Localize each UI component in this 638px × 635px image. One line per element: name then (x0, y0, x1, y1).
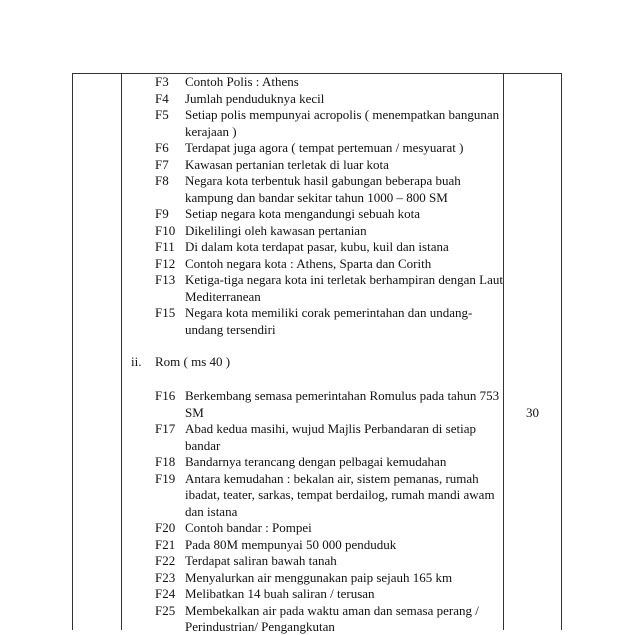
item-code: F13 (155, 272, 176, 287)
item-text: Mediterranean (185, 288, 261, 304)
mark-value: 30 (526, 405, 539, 420)
section-roman-numeral: ii. (131, 354, 142, 369)
item-text: Negara kota memiliki corak pemerintahan dan undang- (185, 305, 473, 320)
item-text: Dikelilingi oleh kawasan pertanian (185, 222, 367, 238)
item-code: F12 (155, 255, 176, 271)
item-text: Menyalurkan air menggunakan paip sejauh 165 km (185, 569, 453, 585)
item-code: F10 (155, 222, 176, 238)
section-title: Rom ( ms 40 ) (155, 354, 231, 369)
item-text: Jumlah penduduknya kecil (185, 90, 325, 106)
table-divider-1 (121, 73, 122, 630)
item-code: F16 (155, 388, 176, 403)
table-border-left (72, 73, 73, 630)
item-code: F6 (155, 140, 169, 155)
item-text: Abad kedua masihi, wujud Majlis Perbandaran di setiap (185, 421, 476, 436)
item-text: Bandarnya terancang dengan pelbagai kemudahan (185, 454, 447, 469)
item-code: F5 (155, 107, 169, 122)
item-code: F23 (155, 569, 176, 585)
item-code: F8 (155, 173, 169, 188)
item-text: kampung dan bandar sekitar tahun 1000 – 800 SM (185, 189, 448, 205)
item-code: F20 (155, 520, 176, 535)
item-text: Berkembang semasa pemerintahan Romulus pada tahun 753 (185, 388, 500, 403)
item-code: F7 (155, 156, 169, 172)
item-code: F24 (155, 586, 176, 601)
item-text: Kawasan pertanian terletak di luar kota (185, 156, 389, 172)
item-code: F11 (155, 239, 175, 254)
item-text: Di dalam kota terdapat pasar, kubu, kuil dan istana (185, 239, 449, 254)
item-code: F19 (155, 470, 176, 486)
item-text: bandar (185, 437, 221, 453)
table-border-right (561, 73, 562, 630)
item-text: Contoh negara kota : Athens, Sparta dan Corith (185, 255, 432, 271)
item-code: F17 (155, 421, 176, 436)
item-text: undang tersendiri (185, 321, 276, 337)
item-code: F9 (155, 206, 169, 221)
item-code: F3 (155, 74, 169, 89)
item-text: Ketiga-tiga negara kota ini terletak berhampiran dengan Laut (185, 272, 503, 287)
item-code: F21 (155, 536, 176, 552)
item-code: F18 (155, 454, 176, 469)
item-text: Antara kemudahan : bekalan air, sistem pemanas, rumah (185, 470, 479, 486)
item-text: Contoh Polis : Athens (185, 74, 299, 89)
item-text: Setiap negara kota mengandungi sebuah kota (185, 206, 421, 221)
item-code: F15 (155, 305, 176, 320)
table-divider-2 (503, 73, 504, 630)
item-text: Melibatkan 14 buah saliran / terusan (185, 586, 375, 601)
item-text: Setiap polis mempunyai acropolis ( menempatkan bangunan (185, 107, 500, 122)
item-text: Terdapat saliran bawah tanah (185, 553, 337, 568)
item-code: F4 (155, 90, 169, 106)
item-text: Terdapat juga agora ( tempat pertemuan / mesyuarat ) (185, 140, 464, 155)
item-code: F25 (155, 602, 176, 618)
item-text: kerajaan ) (185, 123, 237, 139)
item-text: Perindustrian/ Pengangkutan (185, 619, 335, 634)
item-text: dan istana (185, 503, 238, 519)
item-text: Negara kota terbentuk hasil gabungan beberapa buah (185, 173, 461, 188)
item-text: ibadat, teater, sarkas, tempat berdailog, rumah mandi awam (185, 487, 495, 502)
item-text: SM (185, 404, 204, 420)
item-text: Pada 80M mempunyai 50 000 penduduk (185, 536, 397, 552)
table-top-border (72, 73, 561, 74)
item-text: Membekalkan air pada waktu aman dan semasa perang / (185, 602, 479, 618)
item-text: Contoh bandar : Pompei (185, 520, 312, 535)
item-code: F22 (155, 553, 176, 568)
